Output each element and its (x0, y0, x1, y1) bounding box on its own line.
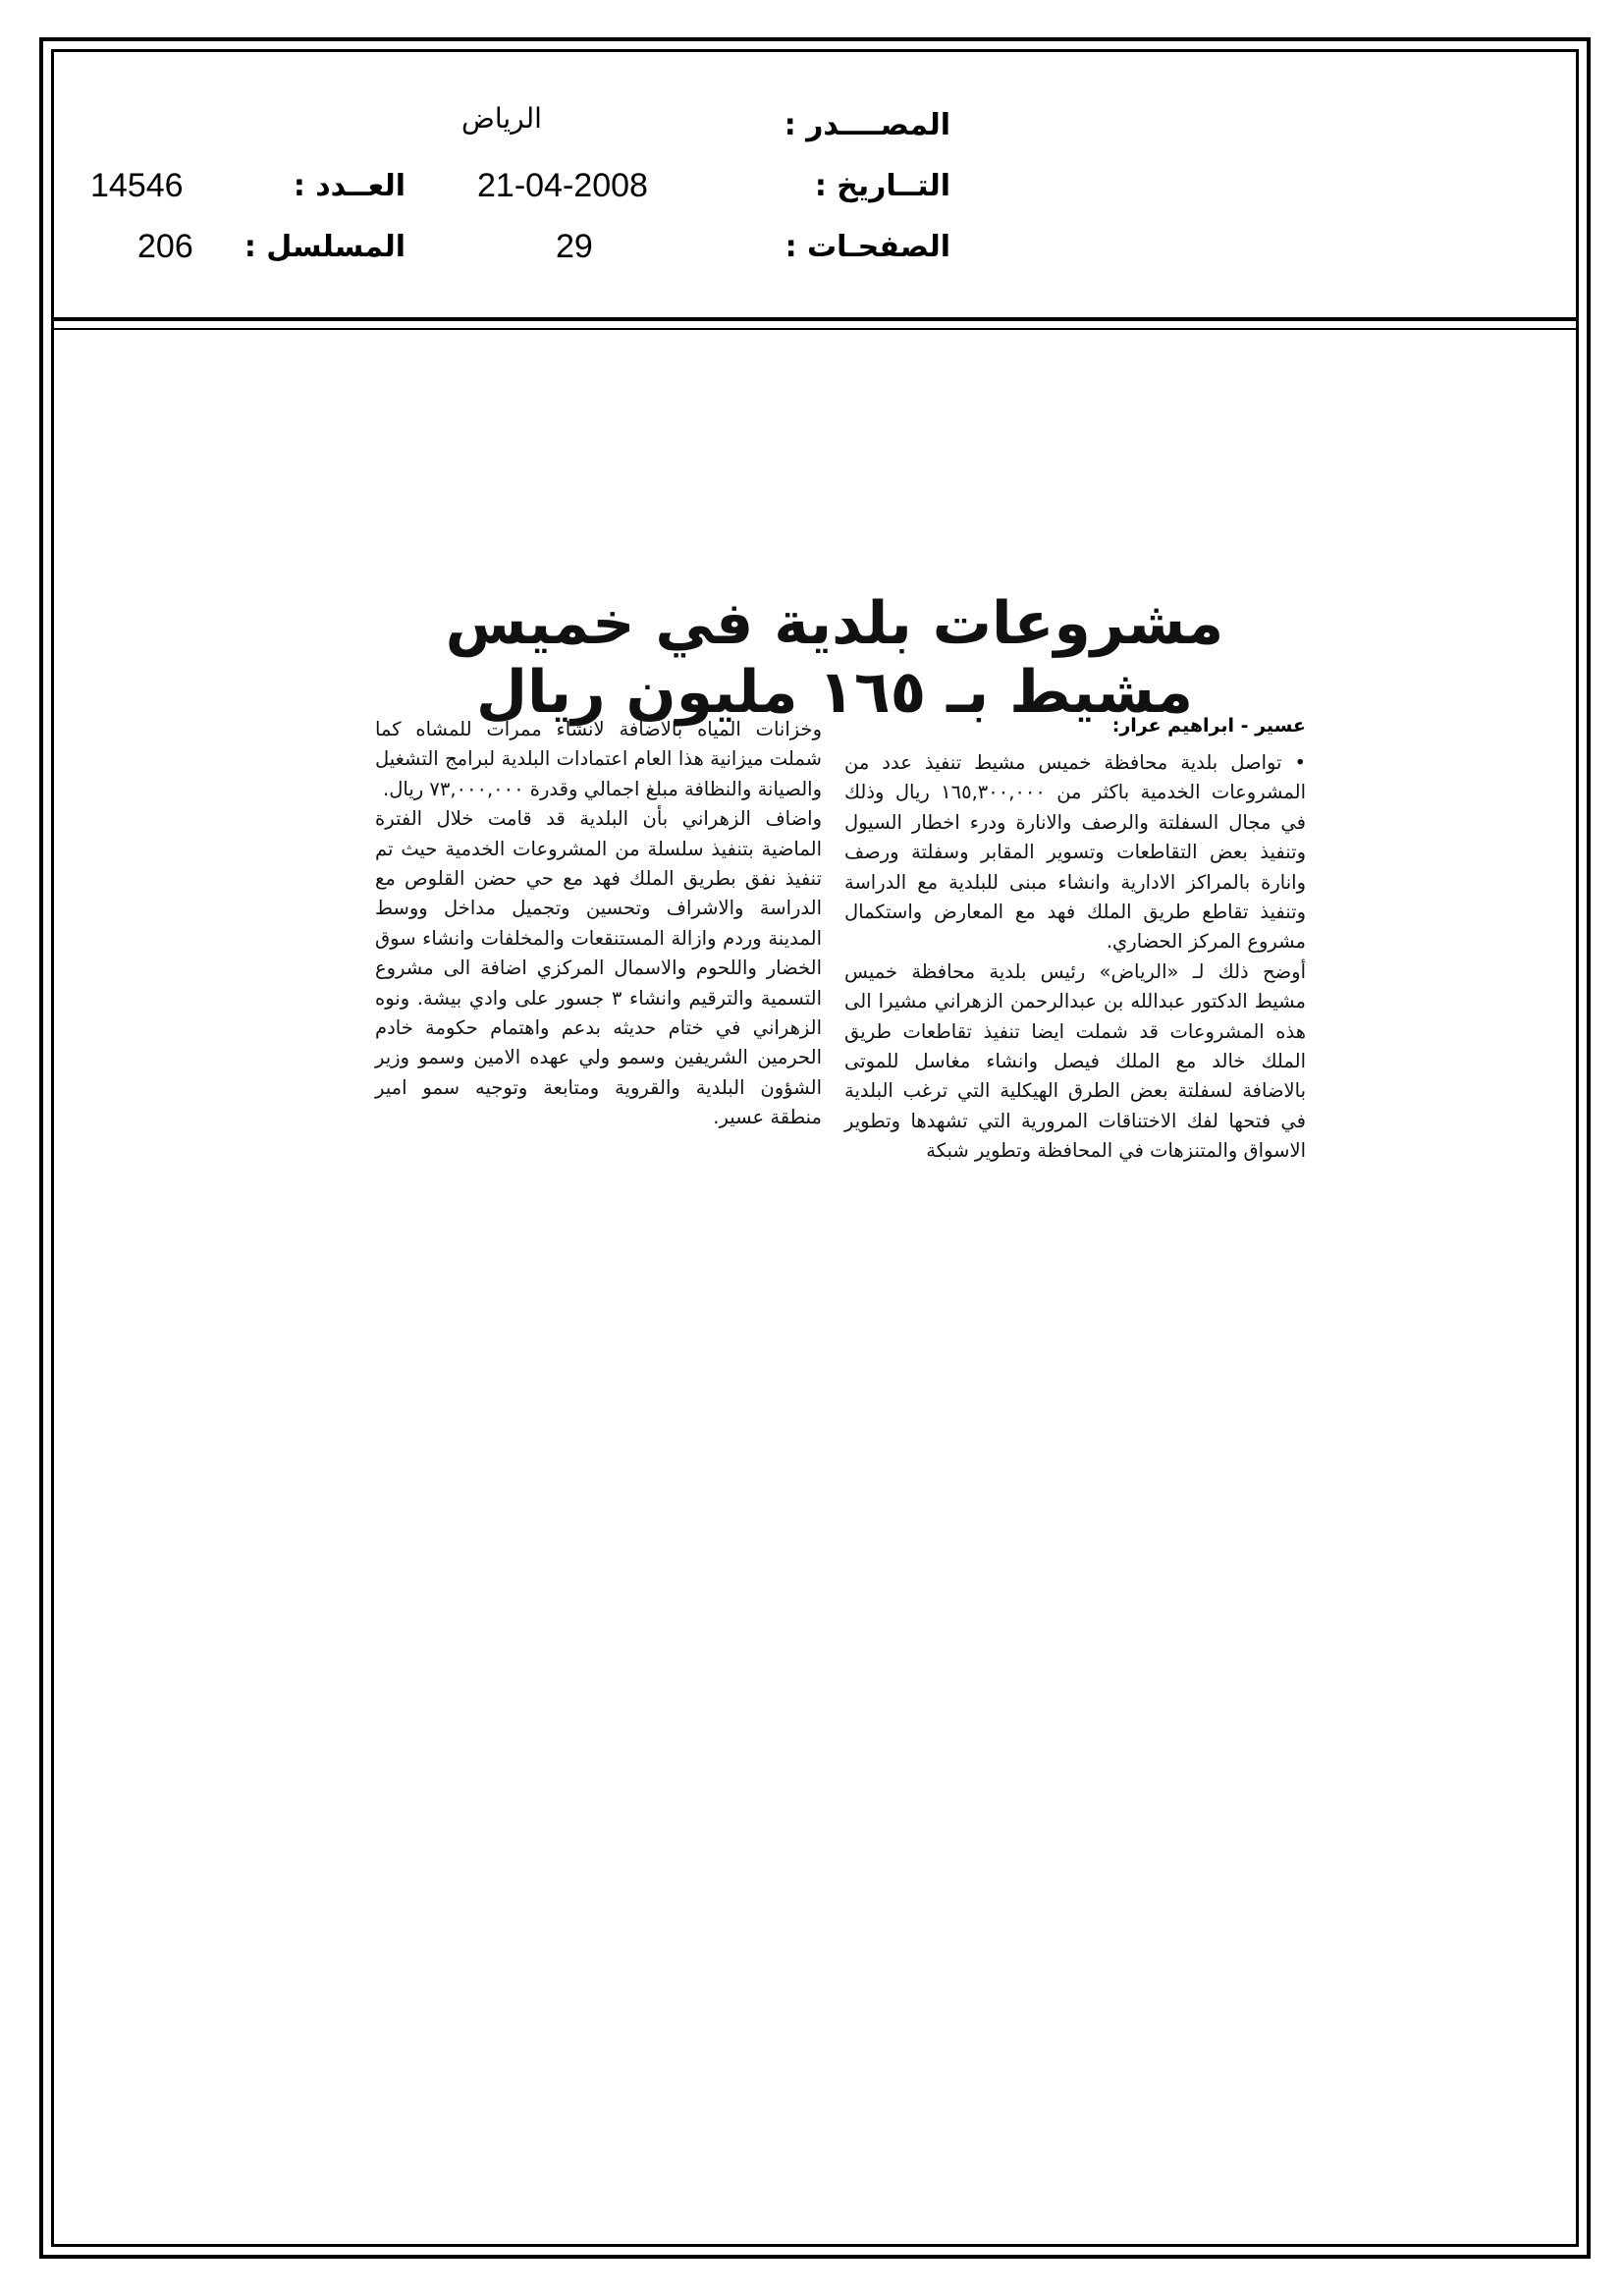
date-label: التــاريخ : (814, 169, 950, 203)
article-paragraph: واضاف الزهراني بأن البلدية قد قامت خلال الفترة الماضية بتنفيذ سلسلة من المشروعات الخدمية حيث تم تنفيذ نفق بطريق الملك فهد مع حي حضن القلوص مع الدراسة والاشراف وتحسين وتجميل مداخل ووسط المدينة وردم وازالة المستنقعات والمخلفات وانشاء سوق الخضار واللحوم والاسمال المركزي اضافة الى مشروع التسمية والترقيم وانشاء ٣ جسور على وادي بيشة. ونوه الزهراني في ختام حديثه بدعم واهتمام حكومة خادم الحرمين الشريفين وسمو ولي عهده الامين وسمو وزير الشؤون البلدية والقروية ومتابعة وتوجيه سمو امير منطقة عسير. (375, 807, 822, 1129)
issue-value: 14546 (90, 167, 184, 204)
newspaper-clipping (363, 589, 1306, 1316)
serial-label: المسلسل : (243, 230, 406, 264)
article-paragraph: • تواصل بلدية محافظة خميس مشيط تنفيذ عدد من المشروعات الخدمية باكثر من ١٦٥,٣٠٠,٠٠٠ ريال وذلك في مجال السفلتة والرصف والانارة ودرء اخطار السيول وتنفيذ بعض التقاطعات وتسوير المقابر وسفلتة ورصف وانارة بالمراكز الادارية وانشاء مبنى للبلدية مع الدراسة وتنفيذ تقاطع طريق الملك فهد مع المعارض واستكمال مشروع المركز الحضاري. (844, 751, 1307, 954)
date-value: 21-04-2008 (477, 167, 648, 204)
article-column-left (375, 715, 822, 1133)
article-headline: مشروعات بلدية في خميس مشيط بـ ١٦٥ مليون ريال (445, 589, 1224, 727)
pages-label: الصفحـات : (784, 230, 950, 264)
pages-value: 29 (556, 228, 593, 265)
article-paragraph: أوضح ذلك لـ «الرياض» رئيس بلدية محافظة خميس مشيط الدكتور عبدالله بن عبدالرحمن الزهراني مشيرا الى هذه المشروعات قد شملت ايضا تنفيذ تقاطعات طريق الملك خالد مع الملك فيصل وانشاء مغاسل للموتى بالاضافة لسفلتة بعض الطرق الهيكلية التي ترغب البلدية في فتحها لفك الاختناقات المرورية التي تشهدها وتطوير الاسواق والمتنزهات في المحافظة وتطوير شبكة (844, 959, 1306, 1163)
header-divider-thin (51, 328, 1579, 330)
article-column-right (844, 748, 1306, 1167)
source-value: الرياض (461, 102, 542, 135)
article-paragraph: وخزانات المياه بالاضافة لانشاء ممرات للمشاه كما شملت ميزانية هذا العام اعتمادات البلدية لبرامج التشغيل والصيانة والنظافة مبلغ اجمالي وقدرة ٧٣,٠٠٠,٠٠٠ ريال. (375, 718, 822, 800)
issue-label: العــدد : (293, 169, 406, 203)
source-label: المصــــدر : (784, 108, 950, 142)
article-byline: عسير - ابراهيم عرار: (1111, 715, 1306, 737)
serial-value: 206 (137, 228, 193, 265)
header-divider (51, 317, 1579, 321)
